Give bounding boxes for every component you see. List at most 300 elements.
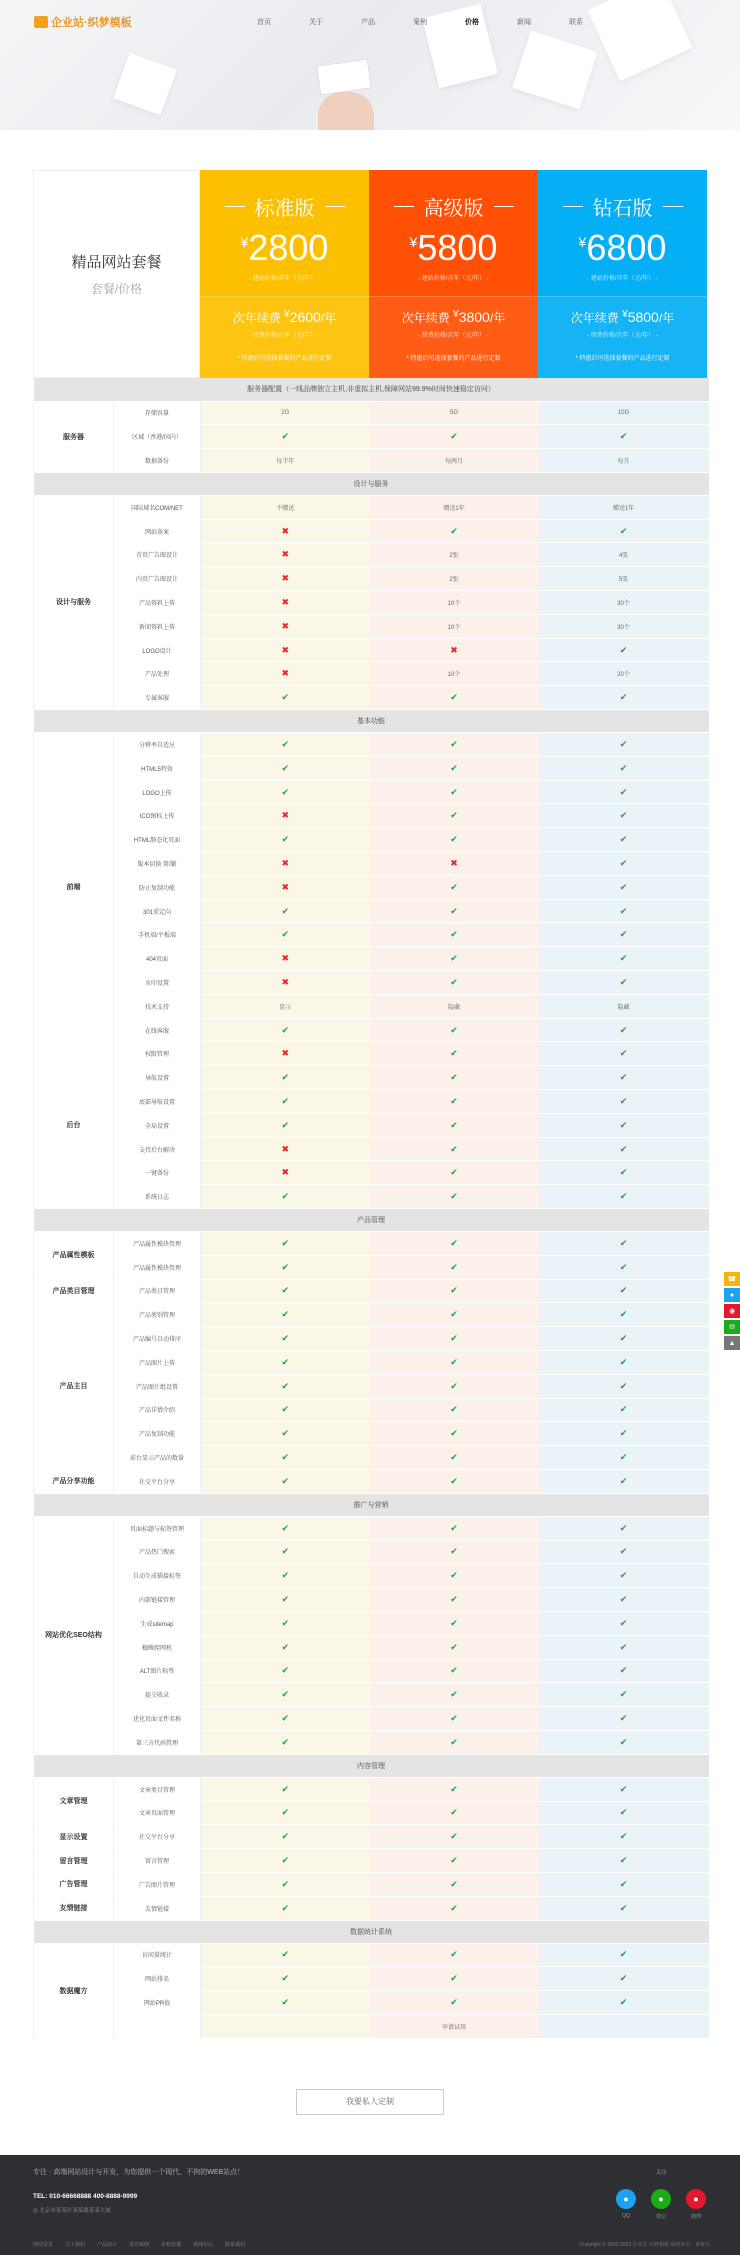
table-row: [34, 1967, 709, 1991]
table-row: [34, 1540, 709, 1564]
plan-renew: [538, 297, 707, 378]
footer-link[interactable]: 关于我们: [65, 2242, 86, 2248]
category-cell: 文章管理: [34, 1777, 114, 1825]
value-cell: [539, 1777, 709, 1801]
value-cell: 每月: [539, 449, 709, 473]
value-cell: [370, 1849, 539, 1873]
footer-link[interactable]: 成功案例: [129, 2242, 150, 2248]
check-icon: ✔: [281, 1641, 290, 1652]
value-cell: [201, 1967, 370, 1991]
check-icon: ✔: [450, 1546, 458, 1557]
nav-item-1[interactable]: 关于: [309, 19, 323, 26]
table-row: [34, 1516, 709, 1540]
value-cell: [370, 1185, 539, 1209]
category-cell: 友情链接: [34, 1896, 114, 1920]
check-icon: ✔: [450, 1333, 458, 1344]
value-cell: 5G: [370, 401, 539, 425]
check-icon: ✔: [450, 881, 458, 892]
weibo-icon[interactable]: ◉: [724, 1304, 740, 1318]
value-cell: [370, 1066, 539, 1090]
check-icon: ✔: [281, 1095, 290, 1106]
value-cell: [201, 875, 370, 899]
package-subtitle: 套餐/价格: [90, 282, 143, 296]
value-cell: [201, 425, 370, 449]
feature-cell: HTML静态化页面: [114, 828, 201, 852]
feature-cell: 广告图片管理: [114, 1872, 201, 1896]
logo[interactable]: [34, 14, 132, 30]
check-icon: ✔: [619, 953, 628, 964]
footer-link[interactable]: 新闻中心: [193, 2242, 214, 2248]
category-cell: 留言管理: [34, 1849, 114, 1873]
check-icon: ✔: [281, 1452, 290, 1463]
feature-cell: 友情链接: [114, 1896, 201, 1920]
section-header: [34, 710, 709, 733]
check-icon: ✔: [619, 1831, 628, 1842]
plan-price-note: - 建站价格/首年（元/年） -: [249, 276, 320, 282]
check-icon: ✔: [619, 1048, 628, 1059]
category-cell: 产品类目管理: [34, 1279, 114, 1303]
value-cell: [201, 733, 370, 757]
value-cell: [539, 1446, 709, 1470]
check-icon: ✔: [281, 1997, 290, 2007]
section-header: [34, 1920, 709, 1943]
check-icon: ✔: [281, 1261, 290, 1272]
check-icon: ✔: [281, 1191, 290, 1202]
table-row: [34, 852, 709, 876]
feature-cell: 产品类目管理: [114, 1279, 201, 1303]
value-cell: [539, 1066, 709, 1090]
category-cell: 服务器: [34, 401, 114, 472]
check-icon: ✔: [450, 1380, 458, 1391]
qq-icon[interactable]: ●: [724, 1288, 740, 1302]
phone-icon[interactable]: ☎: [724, 1272, 740, 1286]
check-icon: ✔: [450, 1475, 458, 1486]
table-row: [34, 1896, 709, 1920]
check-icon: ✔: [281, 1665, 290, 1676]
table-row: [34, 1991, 709, 2015]
value-cell: 5张: [539, 567, 709, 591]
value-cell: [201, 852, 370, 876]
check-icon: ✔: [619, 834, 628, 845]
table-row: [34, 1588, 709, 1612]
feature-cell: 访问量统计: [114, 1943, 201, 1967]
value-cell: [539, 1350, 709, 1374]
check-icon: ✔: [619, 1855, 628, 1866]
value-cell: 10个: [370, 614, 539, 638]
feature-cell: 产品类别管理: [114, 1303, 201, 1327]
table-row: [34, 591, 709, 615]
check-icon: ✔: [450, 1356, 458, 1367]
plan-price-note: - 建站价格/首年（元/年） -: [418, 276, 489, 282]
value-cell: [201, 638, 370, 662]
category-cell: 网站优化SEO结构: [34, 1516, 114, 1754]
value-cell: [539, 780, 709, 804]
value-cell: [201, 1825, 370, 1849]
footer-address: ◎ 北京市某某区某某路某某大厦: [33, 2208, 111, 2214]
value-cell: 每两月: [370, 449, 539, 473]
check-icon: ✔: [619, 525, 628, 536]
value-cell: [539, 1635, 709, 1659]
check-icon: ✔: [619, 786, 628, 797]
check-icon: ✔: [619, 1380, 628, 1391]
renew-amount: 3800: [458, 309, 490, 325]
value-cell: 20个: [539, 662, 709, 686]
nav-item-6[interactable]: 联系: [569, 19, 583, 26]
table-row: [34, 686, 709, 710]
check-icon: ✔: [450, 1119, 458, 1130]
value-cell: [370, 1801, 539, 1825]
value-cell: [539, 2014, 709, 2038]
footer: [0, 2155, 740, 2255]
value-cell: [370, 1113, 539, 1137]
check-icon: ✔: [450, 1878, 458, 1889]
check-icon: ✔: [281, 1285, 290, 1296]
value-cell: [201, 1943, 370, 1967]
plan-footnote: * 特惠后可选择套餐的产品进行定制: [406, 356, 501, 362]
check-icon: ✔: [281, 929, 290, 940]
value-cell: [370, 1327, 539, 1351]
feature-cell: 网站PR值: [114, 1991, 201, 2015]
value-cell: [539, 1825, 709, 1849]
check-icon: ✔: [450, 1261, 458, 1272]
value-cell: [201, 1327, 370, 1351]
check-icon: ✔: [450, 738, 458, 749]
table-row: [34, 662, 709, 686]
cross-icon: ✖: [281, 668, 290, 679]
currency-symbol: ¥: [578, 234, 587, 250]
plan-headers: [33, 170, 708, 378]
value-cell: [370, 1683, 539, 1707]
check-icon: ✔: [450, 1404, 458, 1415]
currency-symbol: ¥: [240, 234, 249, 250]
feature-cell: 一键备份: [114, 1161, 201, 1185]
value-cell: [201, 567, 370, 591]
feature-cell: LOGO上传: [114, 780, 201, 804]
value-cell: [201, 1540, 370, 1564]
check-icon: ✔: [281, 1333, 290, 1344]
feature-cell: 产品资料上传: [114, 591, 201, 615]
feature-cell: LOGO设计: [114, 638, 201, 662]
check-icon: ✔: [619, 1689, 628, 1700]
feature-cell: 产品详情介绍: [114, 1398, 201, 1422]
value-cell: [539, 1279, 709, 1303]
value-cell: [539, 1255, 709, 1279]
nav-item-3[interactable]: 案例: [413, 19, 427, 26]
plan-price: ¥5800: [409, 227, 498, 268]
value-cell: [539, 1991, 709, 2015]
section-title: 基本功能: [34, 710, 709, 733]
cross-icon: ✖: [281, 810, 290, 821]
wechat-icon[interactable]: ✉: [724, 1320, 740, 1334]
table-row: [34, 1635, 709, 1659]
check-icon: ✔: [619, 1807, 628, 1818]
package-lead: [33, 170, 200, 378]
cross-icon: ✖: [281, 644, 290, 655]
value-cell: [539, 519, 709, 543]
table-row: [34, 947, 709, 971]
check-icon: ✔: [450, 1855, 458, 1866]
plan-footnote: * 特惠后可选择套餐的产品进行定制: [575, 356, 670, 362]
value-cell: [201, 1872, 370, 1896]
value-cell: [539, 756, 709, 780]
check-icon: ✔: [619, 1522, 628, 1533]
top-icon[interactable]: ▲: [724, 1336, 740, 1350]
check-icon: ✔: [619, 810, 628, 821]
footer-tel: TEL: 010-66668888 400-8888-9999: [33, 2193, 138, 2200]
pricing-section: [33, 170, 708, 2039]
check-icon: ✔: [619, 881, 628, 892]
plan-footnote: * 特惠后可选择套餐的产品进行定制: [237, 356, 332, 362]
value-cell: [201, 899, 370, 923]
value-cell: [539, 899, 709, 923]
table-row: [34, 733, 709, 757]
feature-cell: [114, 2014, 201, 2038]
check-icon: ✔: [281, 1356, 290, 1367]
check-icon: ✔: [450, 786, 458, 797]
check-icon: ✔: [450, 1665, 458, 1676]
check-icon: ✔: [281, 1237, 290, 1248]
value-cell: [201, 1018, 370, 1042]
check-icon: ✔: [281, 1878, 290, 1889]
cross-icon: ✖: [281, 596, 290, 607]
value-cell: [539, 733, 709, 757]
value-cell: [370, 1161, 539, 1185]
check-icon: ✔: [619, 1309, 628, 1320]
plan-price: ¥2800: [240, 227, 329, 268]
footer-link[interactable]: 联系我们: [225, 2242, 246, 2248]
value-cell: [370, 899, 539, 923]
value-cell: [201, 1090, 370, 1114]
value-cell: [539, 1398, 709, 1422]
check-icon: ✔: [450, 1285, 458, 1296]
check-icon: ✔: [619, 929, 628, 940]
currency-symbol: ¥: [284, 309, 290, 320]
custom-order-button[interactable]: 我要私人定制: [296, 2089, 444, 2115]
value-cell: [370, 1777, 539, 1801]
check-icon: ✔: [619, 1333, 628, 1344]
cross-icon: ✖: [281, 976, 290, 987]
value-cell: [201, 1991, 370, 2015]
category-cell: 后台: [34, 1042, 114, 1209]
feature-cell: 存储容量: [114, 401, 201, 425]
value-cell: [539, 1516, 709, 1540]
value-cell: [539, 1042, 709, 1066]
table-row: [34, 1446, 709, 1470]
check-icon: ✔: [450, 1167, 458, 1178]
value-cell: [370, 1255, 539, 1279]
feature-cell: 产品属性模块管理: [114, 1255, 201, 1279]
check-icon: ✔: [619, 1997, 628, 2007]
check-icon: ✔: [619, 1641, 628, 1652]
check-icon: ✔: [450, 1237, 458, 1248]
value-cell: [201, 1042, 370, 1066]
value-cell: [370, 1730, 539, 1754]
value-cell: [201, 947, 370, 971]
value-cell: 10个: [370, 662, 539, 686]
check-icon: ✔: [619, 1783, 628, 1794]
table-row: [34, 1327, 709, 1351]
table-row: [34, 638, 709, 662]
section-title: 产品管理: [34, 1209, 709, 1232]
feature-cell: 生成sitemap: [114, 1611, 201, 1635]
table-row: [34, 1872, 709, 1896]
check-icon: ✔: [619, 1617, 628, 1628]
value-cell: 30个: [539, 591, 709, 615]
check-icon: ✔: [619, 1428, 628, 1439]
check-icon: ✔: [619, 1973, 628, 1984]
feature-cell: 页面标题与标签管理: [114, 1516, 201, 1540]
renew-note: - 续费价格/次年（元/年） -: [418, 333, 489, 339]
feature-cell: 导航设置: [114, 1066, 201, 1090]
table-row: [34, 1777, 709, 1801]
value-cell: [370, 1611, 539, 1635]
check-icon: ✔: [281, 1570, 290, 1581]
nav-item-0[interactable]: 首页: [257, 19, 271, 26]
check-icon: ✔: [450, 762, 458, 773]
table-row: [34, 1137, 709, 1161]
check-icon: ✔: [281, 1949, 290, 1960]
table-row: [34, 923, 709, 947]
check-icon: ✔: [619, 1594, 628, 1605]
table-row: [34, 495, 709, 519]
value-cell: [539, 1707, 709, 1731]
value-cell: 显示: [201, 994, 370, 1018]
table-row: [34, 804, 709, 828]
value-cell: [370, 1398, 539, 1422]
category-cell: 数据魔方: [34, 1943, 114, 2038]
check-icon: ✔: [619, 1475, 628, 1486]
feature-cell: 防止复制功能: [114, 875, 201, 899]
check-icon: ✔: [619, 1072, 628, 1083]
value-cell: [539, 1327, 709, 1351]
table-row: [34, 1730, 709, 1754]
cross-icon: ✖: [281, 881, 290, 892]
check-icon: ✔: [281, 1380, 290, 1391]
check-icon: ✔: [281, 1404, 290, 1415]
check-icon: ✔: [281, 1072, 290, 1083]
feature-table: [33, 378, 709, 2039]
value-cell: [201, 1730, 370, 1754]
table-row: [34, 1611, 709, 1635]
table-row: [34, 1042, 709, 1066]
table-row: [34, 425, 709, 449]
value-cell: [539, 1967, 709, 1991]
plan-card-2: [538, 170, 707, 378]
category-cell: 产品分享功能: [34, 1469, 114, 1493]
section-title: 数据统计系统: [34, 1920, 709, 1943]
table-row: [34, 2014, 709, 2038]
value-cell: [201, 1849, 370, 1873]
check-icon: ✔: [281, 738, 290, 749]
value-cell: [370, 1872, 539, 1896]
cross-icon: ✖: [281, 1143, 290, 1154]
check-icon: ✔: [450, 834, 458, 845]
renew-price: 次年续费 ¥3800/年: [401, 309, 506, 325]
nav-item-4[interactable]: 价格: [465, 19, 479, 26]
check-icon: ✔: [619, 1736, 628, 1747]
footer-link[interactable]: 价格套餐: [161, 2242, 182, 2248]
feature-cell: 技术支持: [114, 994, 201, 1018]
feature-cell: 文章类目管理: [114, 1777, 201, 1801]
value-cell: [539, 1018, 709, 1042]
value-cell: [370, 1469, 539, 1493]
social-label: QQ: [622, 2213, 630, 2219]
value-cell: [539, 1137, 709, 1161]
value-cell: [370, 1564, 539, 1588]
nav-item-5[interactable]: 新闻: [517, 19, 531, 26]
value-cell: [370, 756, 539, 780]
category-cell: 前端: [34, 733, 114, 1042]
feature-cell: 底部导航设置: [114, 1090, 201, 1114]
check-icon: ✔: [281, 1689, 290, 1700]
value-cell: [370, 1422, 539, 1446]
check-icon: ✔: [281, 692, 290, 703]
check-icon: ✔: [619, 1024, 628, 1035]
social-2-icon[interactable]: ●: [686, 2189, 706, 2209]
cross-icon: ✖: [281, 549, 290, 560]
table-row: [34, 875, 709, 899]
value-cell: [201, 1398, 370, 1422]
value-cell: [370, 733, 539, 757]
check-icon: ✔: [281, 1594, 290, 1605]
feature-cell: 首页广告图设计: [114, 543, 201, 567]
feature-cell: 产品热门搜索: [114, 1540, 201, 1564]
check-icon: ✔: [281, 1024, 290, 1035]
check-icon: ✔: [450, 953, 458, 964]
table-row: [34, 971, 709, 995]
feature-cell: ALT图片标签: [114, 1659, 201, 1683]
value-cell: 10G: [539, 401, 709, 425]
social-1-icon[interactable]: ●: [651, 2189, 671, 2209]
value-cell: [201, 1303, 370, 1327]
check-icon: ✔: [450, 976, 458, 987]
logo-text: 企业站·织梦模板: [51, 17, 132, 29]
value-cell: [370, 686, 539, 710]
nav-item-2[interactable]: 产品: [361, 19, 375, 26]
feature-cell: 产品图片组设置: [114, 1374, 201, 1398]
check-icon: ✔: [619, 976, 628, 987]
feature-cell: 自动生成锚接标签: [114, 1564, 201, 1588]
footer-link[interactable]: 网站首页: [33, 2242, 54, 2248]
check-icon: ✔: [450, 1902, 458, 1913]
check-icon: ✔: [619, 1949, 628, 1960]
value-cell: [201, 1113, 370, 1137]
check-icon: ✔: [281, 1713, 290, 1724]
table-row: [34, 1683, 709, 1707]
value-cell: [539, 1801, 709, 1825]
check-icon: ✔: [281, 1736, 290, 1747]
package-title: 精品网站套餐: [71, 254, 162, 271]
category-cell: 设计与服务: [34, 495, 114, 709]
section-header: [34, 1493, 709, 1516]
feature-cell: 内页广告图设计: [114, 567, 201, 591]
check-icon: ✔: [450, 1095, 458, 1106]
table-row: [34, 756, 709, 780]
social-0-icon[interactable]: ●: [616, 2189, 636, 2209]
plan-top: [200, 170, 369, 297]
table-row: [34, 1374, 709, 1398]
feature-cell: 产品编号自动排序: [114, 1327, 201, 1351]
check-icon: ✔: [619, 905, 628, 916]
footer-link[interactable]: 产品展示: [97, 2242, 118, 2248]
check-icon: ✔: [281, 905, 290, 916]
renew-amount: 2600: [289, 309, 321, 325]
check-icon: ✔: [450, 1024, 458, 1035]
check-icon: ✔: [450, 1191, 458, 1202]
value-cell: [370, 1303, 539, 1327]
check-icon: ✔: [619, 1191, 628, 1202]
plan-price: ¥6800: [578, 227, 667, 268]
